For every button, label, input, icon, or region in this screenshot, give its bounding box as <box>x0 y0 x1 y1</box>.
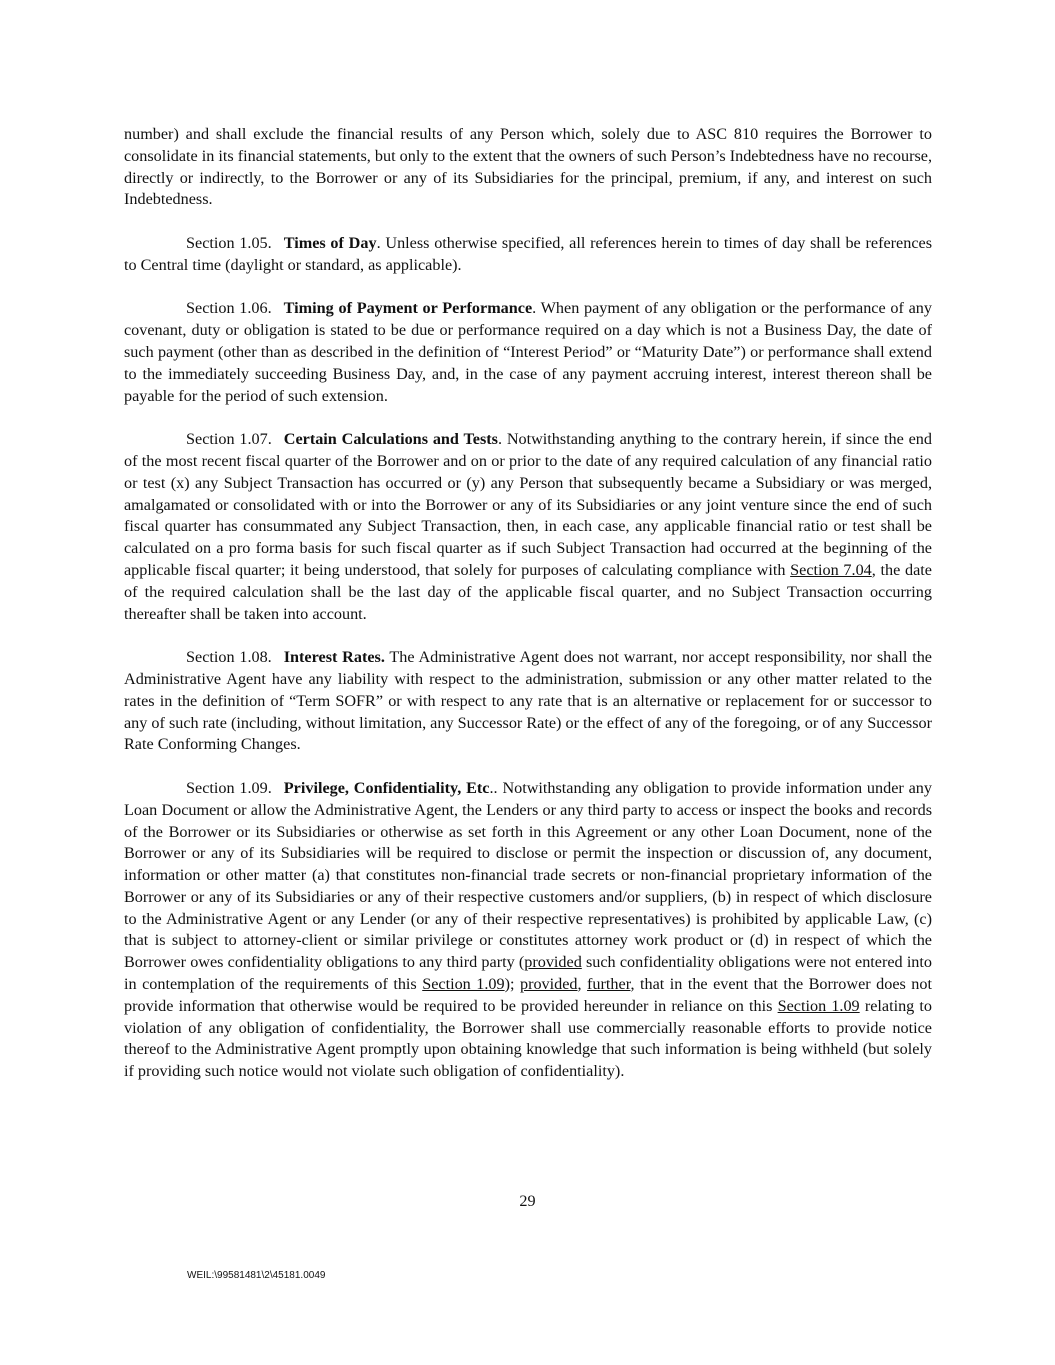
section-1-07 <box>124 429 932 625</box>
section-heading: Certain Calculations and Tests <box>283 430 498 449</box>
section-heading: Times of Day <box>283 233 377 252</box>
section-text: . Notwithstanding anything to the contrary herein, if since the end of the most recent fiscal quarter of the Borrower and on or prior to the date of any required calculation of any financial ratio or test (x) any Subject Transaction has occurred or (y) any Person that subsequently became a Subsidiary or was merged, amalgamated or consolidated with or into the Borrower or any of its Subsidiaries or any joint venture since the end of such fiscal quarter has consummated any Subject Transaction, then, in each case, any applicable financial ratio or test shall be calculated on a pro forma basis for such fiscal quarter as if such Subject Transaction had occurred at the beginning of the applicable fiscal quarter; it being understood, that solely for purposes of calculating compliance with <box>124 430 932 579</box>
section-heading: Interest Rates. <box>283 648 385 667</box>
document-id: WEIL:\99581481\2\45181.0049 <box>187 1270 326 1281</box>
further-term: further <box>587 975 631 994</box>
cross-reference: Section 1.09 <box>777 996 860 1015</box>
provided-term: provided <box>519 975 578 994</box>
section-text: The Administrative Agent does not warrant, nor accept responsibility, nor shall the Administrative Agent have any liability with respect to the administration, submission or any other matter related to the rates in the definition of “Term SOFR” or with respect to any rate that is an alternative or replacement for or successor to any of such rate (including, without limitation, any Successor Rate) or the effect of any of the foregoing, or of any Successor Rate Conforming Changes. <box>124 648 932 754</box>
section-text: .. Notwithstanding any obligation to provide information under any Loan Document or allow the Administrative Agent, the Lenders or any third party to access or inspect the books and records of the Borrower or its Subsidiaries or otherwise as set forth in this Agreement or any other Loan Document, none of the Borrower or any of its Subsidiaries will be required to disclose or permit the inspection or discussion of, any document, information or other matter (a) that constitutes non-financial trade secrets or non-financial proprietary information of the Borrower or any of its Subsidiaries or any of their respective customers and/or suppliers, (b) in respect of which disclosure to the Administrative Agent or any Lender (or any of their respective representatives) is prohibited by applicable Law, (c) that is subject to attorney-client or similar privilege or constitutes attorney work product or (d) in respect of which the Borrower owes confidentiality obligations to any third party ( <box>124 778 932 972</box>
section-text: , that in the event that the Borrower does not provide information that otherwise would be required to be provided hereunder in reliance on this <box>124 975 932 1015</box>
section-1-05 <box>124 233 932 277</box>
section-heading: Privilege, Confidentiality, Etc <box>283 778 490 797</box>
section-text: , <box>577 975 588 994</box>
section-text: . When payment of any obligation or the performance of any covenant, duty or obligation is stated to be due or performance required on a day which is not a Business Day, the date of such payment (other than as described in the definition of “Interest Period” or “Maturity Date”) or performance shall extend to the immediately succeeding Business Day, and, in the case of any payment accruing interest, interest thereon shall be payable for the period of such extension. <box>124 299 932 405</box>
section-text: ); <box>504 975 520 994</box>
section-number: Section 1.07. <box>186 430 272 449</box>
section-1-08 <box>124 647 932 756</box>
section-number: Section 1.06. <box>186 299 272 318</box>
section-heading: Timing of Payment or Performance <box>283 299 533 318</box>
document-body <box>124 124 932 1105</box>
section-text: , the date of the required calculation shall be the last day of the applicable fiscal quarter, and no Subject Transaction occurring thereafter shall be taken into account. <box>124 560 932 623</box>
section-number: Section 1.05. <box>186 233 272 252</box>
cross-reference: Section 1.09 <box>422 975 505 994</box>
section-number: Section 1.09. <box>186 778 272 797</box>
section-1-06 <box>124 298 932 407</box>
provided-term: provided <box>524 953 582 972</box>
page-number: 29 <box>519 1192 536 1210</box>
section-number: Section 1.08. <box>186 648 272 667</box>
section-1-09 <box>124 778 932 1083</box>
paragraph-intro-continuation: number) and shall exclude the financial results of any Person which, solely due to ASC 810 requires the Borrower to consolidate in its financial statements, but only to the extent that the owners of such Person’s Indebtedness have no recourse, directly or indirectly, to the Borrower or any of its Subsidiaries for the principal, premium, if any, and interest on such Indebtedness. <box>124 125 932 209</box>
section-text: relating to violation of any obligation of confidentiality, the Borrower shall use commercially reasonable efforts to provide notice thereof to the Administrative Agent promptly upon obtaining knowledge that such information is being withheld (but solely if providing such notice would not violate such obligation of confidentiality). <box>124 996 932 1081</box>
section-text: . Unless otherwise specified, all references herein to times of day shall be references to Central time (daylight or standard, as applicable). <box>124 233 932 274</box>
cross-reference: Section 7.04 <box>790 560 872 579</box>
section-text: such confidentiality obligations were not entered into in contemplation of the requirements of this <box>124 953 932 994</box>
